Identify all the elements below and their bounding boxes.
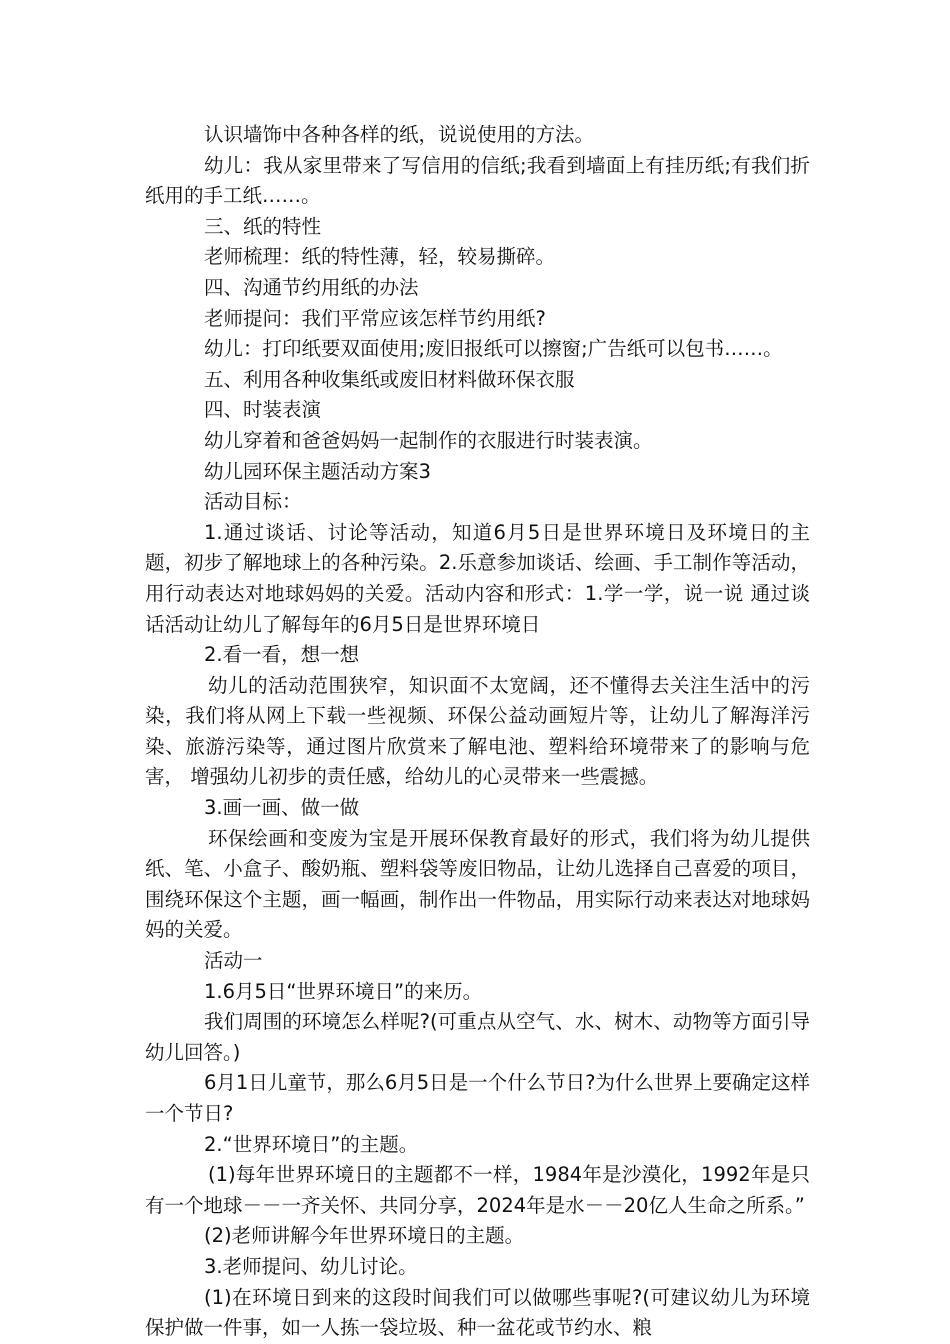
- section-heading: 五、利用各种收集纸或废旧材料做环保衣服: [204, 367, 575, 391]
- paragraph: 幼儿的活动范围狭窄，知识面不太宽阔，还不懂得去关注生活中的污染，我们将从网上下载一些视频、环保公益动画短片等，让幼儿了解海洋污染、旅游污染等，通过图片欣赏来了解电池、塑料给环境带来了的影响与危害， 增强幼儿初步的责任感，给幼儿的心灵带来一些震撼。: [145, 673, 810, 789]
- document-page: [145, 120, 810, 1344]
- paragraph: 3.老师提问、幼儿讨论。: [204, 1254, 418, 1278]
- paragraph: 6月1日儿童节，那么6月5日是一个什么节日?为什么世界上要确定这样一个节日?: [145, 1071, 810, 1125]
- section-heading: 活动一: [204, 949, 263, 973]
- paragraph: 认识墙饰中各种各样的纸，说说使用的方法。: [204, 123, 595, 146]
- section-heading: 四、时装表演: [204, 398, 322, 422]
- paragraph: 我们周围的环境怎么样呢?(可重点从空气、水、树木、动物等方面引导幼儿回答。): [145, 1010, 810, 1064]
- paragraph: 老师提问：我们平常应该怎样节约用纸?: [204, 306, 546, 330]
- paragraph: 2.“世界环境日”的主题。: [204, 1132, 419, 1156]
- section-heading: 四、沟通节约用纸的办法: [204, 275, 419, 299]
- paragraph: (2)老师讲解今年世界环境日的主题。: [204, 1224, 525, 1248]
- paragraph: 1.6月5日“世界环境日”的来历。: [204, 979, 483, 1003]
- document-title: 幼儿园环保主题活动方案3: [204, 459, 431, 483]
- section-heading: 活动目标：: [204, 490, 302, 514]
- section-heading: 3.画一画、做一做: [204, 796, 360, 820]
- section-heading: 三、纸的特性: [204, 214, 322, 238]
- paragraph: 幼儿穿着和爸爸妈妈一起制作的衣服进行时装表演。: [204, 428, 653, 452]
- paragraph: 1.通过谈话、讨论等活动，知道6月5日是世界环境日及环境日的主题，初步了解地球上的各种污染。2.乐意参加谈话、绘画、手工制作等活动，用行动表达对地球妈妈的关爱。活动内容和形式：1.学一学，说一说 通过谈话活动让幼儿了解每年的6月5日是世界环境日: [145, 520, 810, 636]
- paragraph: 老师梳理：纸的特性薄，轻，较易撕碎。: [204, 245, 556, 269]
- paragraph: 幼儿：我从家里带来了写信用的信纸;我看到墙面上有挂历纸;有我们折纸用的手工纸……。: [145, 153, 810, 208]
- paragraph: (1)在环境日到来的这段时间我们可以做哪些事呢?(可建议幼儿为环境保护做一件事，如一人拣一袋垃圾、种一盆花或节约水、粮: [145, 1285, 810, 1340]
- paragraph: 幼儿：打印纸要双面使用;废旧报纸可以擦窗;广告纸可以包书……。: [204, 337, 783, 361]
- paragraph: (1)每年世界环境日的主题都不一样，1984年是沙漠化，1992年是只有一个地球－－一齐关怀、共同分享，2024年是水－－20亿人生命之所系。”: [145, 1163, 810, 1217]
- paragraph: 环保绘画和变废为宝是开展环保教育最好的形式，我们将为幼儿提供纸、笔、小盒子、酸奶瓶、塑料袋等废旧物品，让幼儿选择自己喜爱的项目，围绕环保这个主题，画一幅画，制作出一件物品，用实际行动来表达对地球妈妈的关爱。: [145, 826, 810, 942]
- section-heading: 2.看一看，想一想: [204, 643, 360, 667]
